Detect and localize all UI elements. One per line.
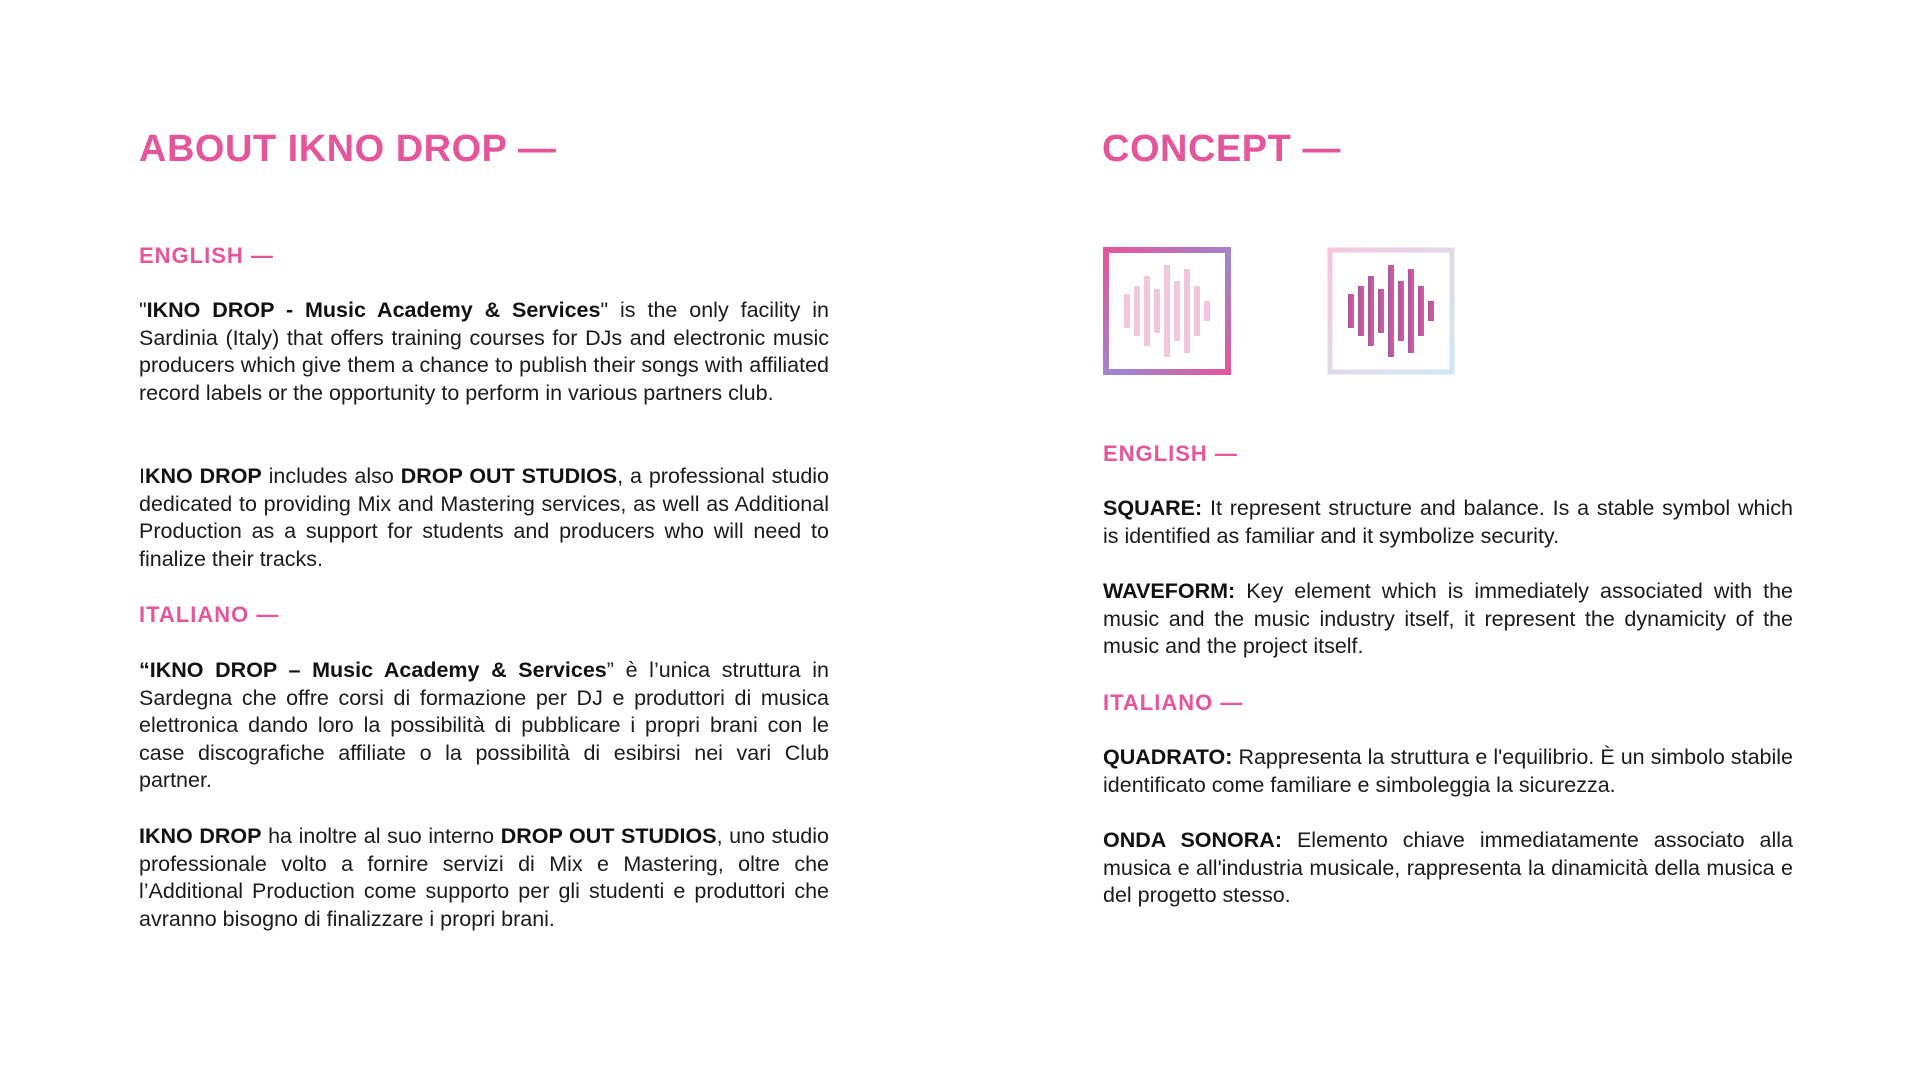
- paragraph-text: It represent structure and balance. Is a stable symbol which is identified as familiar and it symbolize security.: [1103, 496, 1793, 548]
- academy-name: “IKNO DROP – Music Academy & Services: [139, 658, 607, 682]
- about-italiano-paragraph-1: [139, 657, 829, 795]
- studio-name: DROP OUT STUDIOS: [500, 824, 717, 848]
- concept-onda-paragraph: [1103, 827, 1793, 910]
- studio-name: DROP OUT STUDIOS: [400, 464, 618, 488]
- waveform-bar: [1204, 301, 1210, 321]
- logo-gradient-bars-icon: [1327, 247, 1455, 375]
- quote-mark: ": [139, 298, 147, 322]
- waveform-bar: [1348, 294, 1354, 328]
- waveform-bar: [1388, 265, 1394, 357]
- concept-english-heading: ENGLISH —: [1103, 441, 1238, 466]
- paragraph-text: , uno studio professionale volto a fornire servizi di Mix e Mastering, oltre che l’Additional Production come supporto per gli studenti e produttori che avranno bisogno di finalizzare i propri brani.: [139, 824, 829, 931]
- about-english-paragraph-1: [139, 297, 829, 407]
- brand-name: IKNO DROP: [139, 824, 262, 848]
- paragraph-text: Key element which is immediately associated with the music and the music industry itself, it represent the dynamicity of the music and the project itself.: [1103, 579, 1793, 658]
- waveform-bar: [1134, 286, 1140, 336]
- term-label: ONDA SONORA:: [1103, 828, 1282, 852]
- waveform-bar: [1428, 301, 1434, 321]
- concept-italiano-heading: ITALIANO —: [1103, 690, 1244, 715]
- paragraph-text: Rappresenta la struttura e l'equilibrio. È un simbolo stabile identificato come familiare e simboleggia la sicurezza.: [1103, 745, 1793, 797]
- concept-square-paragraph: [1103, 495, 1793, 550]
- paragraph-text: Elemento chiave immediatamente associato alla musica e all'industria musicale, rappresenta la dinamicità della musica e del progetto stesso.: [1103, 828, 1793, 907]
- paragraph-text: includes also: [261, 464, 401, 488]
- waveform-bar: [1154, 289, 1160, 333]
- paragraph-text: " is the only facility in Sardinia (Italy) that offers training courses for DJs and electronic music producers which give them a chance to publish their songs with affiliated record labels or the opportunity to perform in various partners club.: [139, 298, 829, 405]
- about-italiano-paragraph-2: [139, 823, 829, 933]
- waveform-bar: [1194, 286, 1200, 336]
- waveform-bar: [1418, 286, 1424, 336]
- paragraph-text: , a professional studio dedicated to providing Mix and Mastering services, as well as Additional Production as a support for students and producers who will need to finalize their tracks.: [139, 464, 830, 571]
- waveform-bar: [1184, 269, 1190, 353]
- paragraph-text: ” è l’unica struttura in Sardegna che offre corsi di formazione per DJ e produttori di musica elettronica dando loro la possibilità di pubblicare i propri brani con le case discografiche affiliate o la possibilità di esibirsi nei vari Club partner.: [139, 658, 829, 792]
- concept-title: CONCEPT —: [1102, 128, 1341, 170]
- waveform-bar: [1368, 276, 1374, 346]
- waveform-bar: [1398, 281, 1404, 341]
- waveform-bar: [1358, 286, 1364, 336]
- waveform-bar: [1144, 276, 1150, 346]
- waveform-bar: [1378, 289, 1384, 333]
- about-title: ABOUT IKNO DROP —: [139, 128, 557, 170]
- waveform-bar: [1408, 269, 1414, 353]
- term-label: QUADRATO:: [1103, 745, 1233, 769]
- concept-waveform-paragraph: [1103, 578, 1793, 661]
- academy-name: IKNO DROP - Music Academy & Services: [146, 298, 601, 322]
- brand-name: KNO DROP: [144, 464, 262, 488]
- about-english-heading: ENGLISH —: [139, 243, 274, 268]
- concept-quadrato-paragraph: [1103, 744, 1793, 799]
- term-label: WAVEFORM:: [1103, 579, 1236, 603]
- term-label: SQUARE:: [1103, 496, 1203, 520]
- paragraph-text: ha inoltre al suo interno: [261, 824, 501, 848]
- about-english-paragraph-2: [139, 463, 829, 573]
- waveform-bar: [1164, 265, 1170, 357]
- paragraph-text: I: [139, 464, 145, 488]
- waveform-bar: [1174, 281, 1180, 341]
- waveform-bar: [1124, 294, 1130, 328]
- about-italiano-heading: ITALIANO —: [139, 602, 280, 627]
- logo-gradient-frame-icon: [1103, 247, 1231, 375]
